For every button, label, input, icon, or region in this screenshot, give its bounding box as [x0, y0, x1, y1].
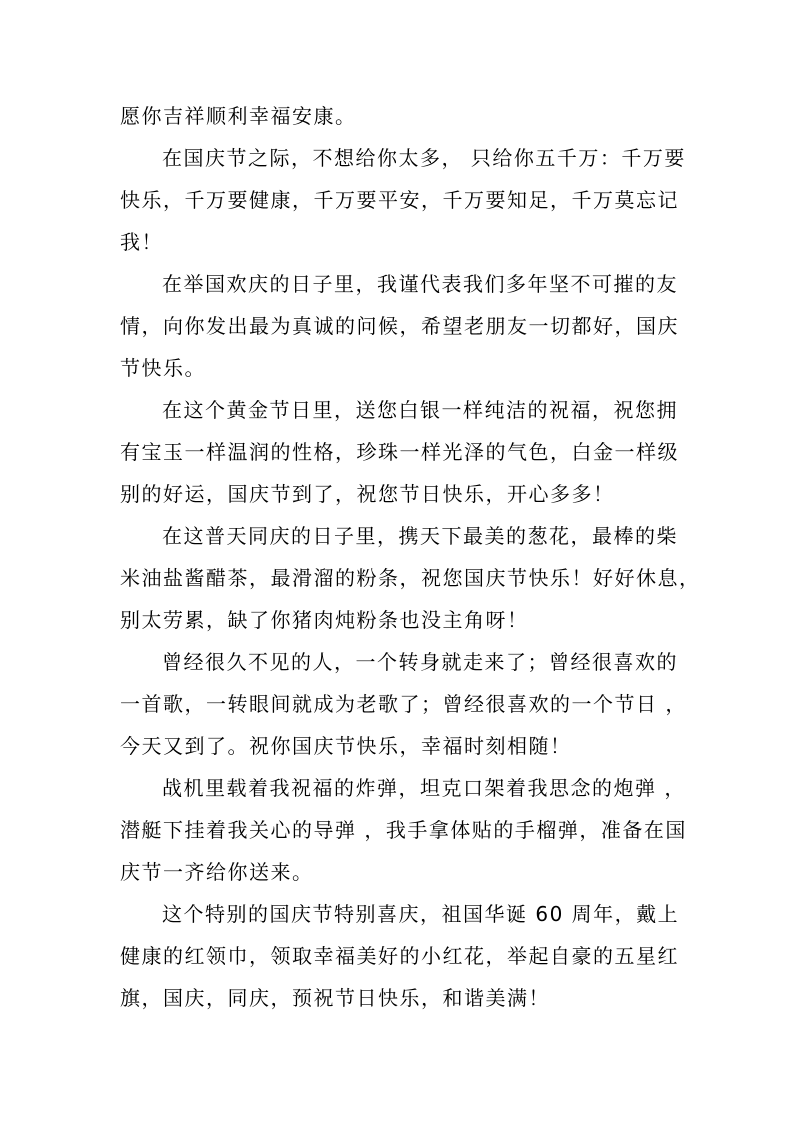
text-line: 米油盐酱醋茶，最滑溜的粉条，祝您国庆节快乐！好好休息， — [120, 566, 701, 590]
text-line: 有宝玉一样温润的性格，珍珠一样光泽的气色，白金一样级 — [120, 440, 679, 464]
text-line: 在国庆节之际，不想给你太多， 只给你五千万：千万要 — [162, 146, 686, 170]
paragraph — [120, 263, 680, 389]
text-line: 这个特别的国庆节特别喜庆，祖国华诞 60 周年，戴上 — [162, 902, 680, 926]
paragraph — [120, 515, 701, 641]
paragraph — [120, 641, 687, 767]
paragraph — [120, 389, 680, 515]
paragraph — [120, 893, 680, 1019]
text-line: 健康的红领巾，领取幸福美好的小红花，举起自豪的五星红 — [120, 944, 679, 968]
paragraph — [120, 95, 680, 137]
text-line: 情，向你发出最为真诚的问候，希望老朋友一切都好，国庆 — [120, 314, 679, 338]
paragraph — [120, 767, 687, 893]
paragraph — [120, 137, 686, 263]
text-line: 我！ — [120, 230, 163, 254]
text-line: 在这普天同庆的日子里，携天下最美的葱花，最棒的柴 — [162, 524, 678, 548]
document-body — [120, 95, 701, 1019]
text-line: 节快乐。 — [120, 356, 206, 380]
text-line: 愿你吉祥顺利幸福安康。 — [120, 104, 357, 128]
text-line: 潜艇下挂着我关心的导弹 ，我手拿体贴的手榴弹，准备在国 — [120, 818, 687, 842]
text-line: 在这个黄金节日里，送您白银一样纯洁的祝福，祝您拥 — [162, 398, 678, 422]
text-line: 旗，国庆，同庆，预祝节日快乐，和谐美满！ — [120, 986, 550, 1010]
text-line: 快乐，千万要健康，千万要平安，千万要知足，千万莫忘记 — [120, 188, 679, 212]
text-line: 曾经很久不见的人，一个转身就走来了；曾经很喜欢的 — [162, 650, 678, 674]
text-line: 别的好运，国庆节到了，祝您节日快乐，开心多多！ — [120, 482, 615, 506]
text-line: 一首歌，一转眼间就成为老歌了；曾经很喜欢的一个节日 ， — [120, 692, 687, 716]
text-line: 今天又到了。祝你国庆节快乐，幸福时刻相随！ — [120, 734, 572, 758]
text-line: 在举国欢庆的日子里，我谨代表我们多年坚不可摧的友 — [162, 272, 678, 296]
text-line: 别太劳累，缺了你猪肉炖粉条也没主角呀！ — [120, 608, 529, 632]
text-line: 战机里载着我祝福的炸弹，坦克口架着我思念的炮弹 ， — [162, 776, 686, 800]
text-line: 庆节一齐给你送来。 — [120, 860, 314, 884]
